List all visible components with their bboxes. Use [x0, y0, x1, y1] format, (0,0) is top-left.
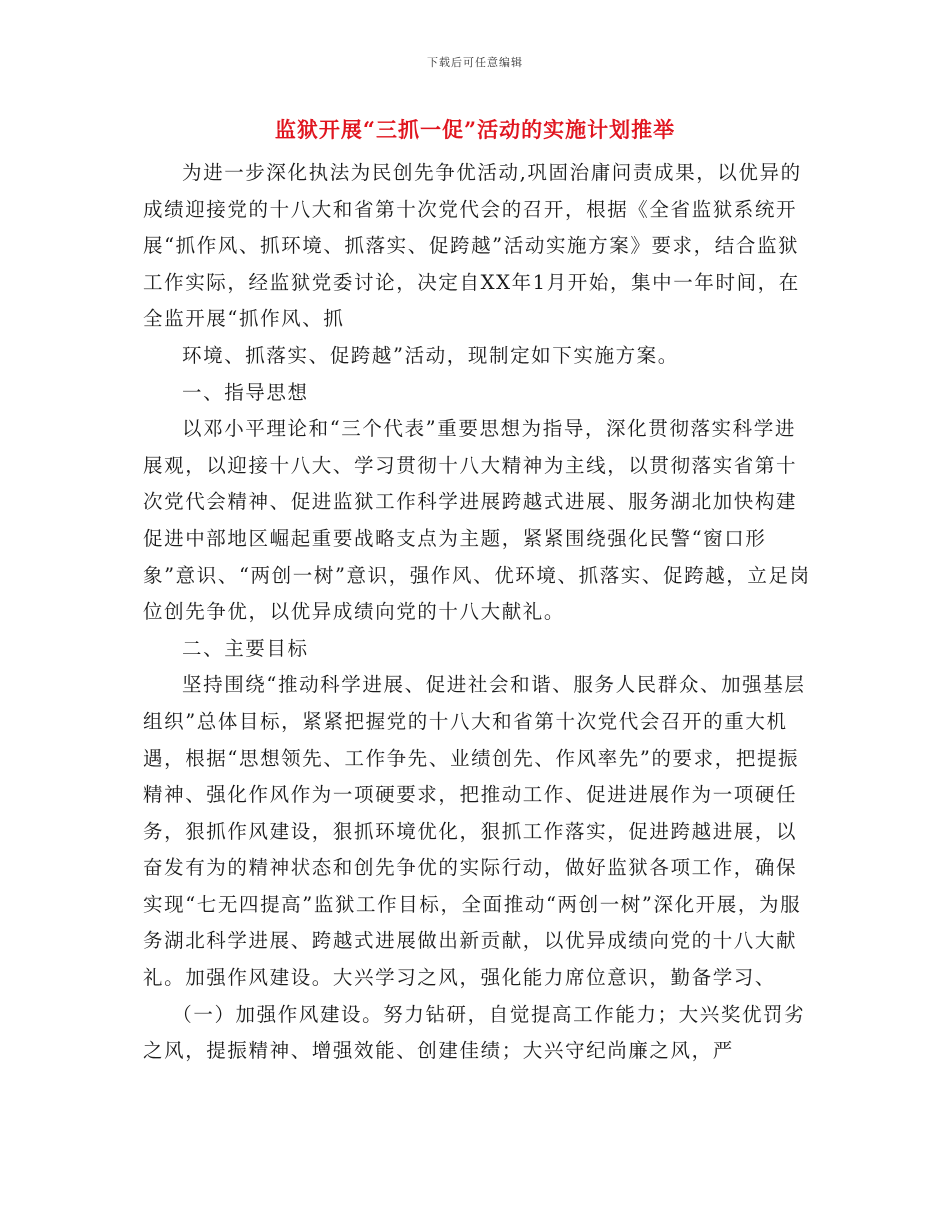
section-heading-guiding-ideology: 一、指导思想	[182, 380, 309, 404]
section-text-guiding-ideology: 以邓小平理论和“三个代表”重要思想为指导，深化贯彻落实科学进展观，以迎接十八大、学习贯彻十八大精神为主线，以贯彻落实省第十次党代会精神、促进监狱工作科学进展跨越式进展、服务湖北加快构建促进中部地区崛起重要战略支点为主题，紧紧围绕强化民警“窗口形象”意识、“两创一树”意识，强作风、优环境、抓落实、促跨越，立足岗位创先争优，以优异成绩向党的十八大献礼。	[143, 417, 811, 624]
section-heading-main-goals: 二、主要目标	[182, 636, 309, 660]
header-note: 下载后可任意编辑	[427, 56, 523, 69]
intro-paragraph: 为进一步深化执法为民创先争优活动,巩固治庸问责成果，以优异的成绩迎接党的十八大和省第十次党代会的召开，根据《全省监狱系统开展“抓作风、抓环境、抓落实、促跨越”活动实施方案》要求，结合监狱工作实际，经监狱党委讨论，决定自XX年1月开始，集中一年时间，在全监开展“抓作风、抓	[143, 161, 802, 331]
sub-item-strengthen-style: （一）加强作风建设。努力钻研，自觉提高工作能力；大兴奖优罚劣之风，提振精神、增强效能、创建佳绩；大兴守纪尚廉之风，严	[143, 1002, 806, 1063]
document-body	[143, 155, 811, 1070]
document-title: 监狱开展“三抓一促”活动的实施计划推举	[274, 117, 676, 142]
section-text-main-goals: 坚持围绕“推动科学进展、促进社会和谐、服务人民群众、加强基层组织”总体目标，紧紧把握党的十八大和省第十次党代会召开的重大机遇，根据“思想领先、工作争先、业绩创先、作风率先”的要求，把提振精神、强化作风作为一项硬要求，把推动工作、促进进展作为一项硬任务，狠抓作风建设，狠抓环境优化，狠抓工作落实，促进跨越进展，以奋发有为的精神状态和创先争优的实际行动，做好监狱各项工作，确保实现“七无四提高”监狱工作目标，全面推动“两创一树”深化开展，为服务湖北科学进展、跨越式进展做出新贡献，以优异成绩向党的十八大献礼。加强作风建设。大兴学习之风，强化能力席位意识，勤备学习、	[143, 673, 806, 990]
intro-paragraph-continued: 环境、抓落实、促跨越”活动，现制定如下实施方案。	[182, 343, 679, 367]
